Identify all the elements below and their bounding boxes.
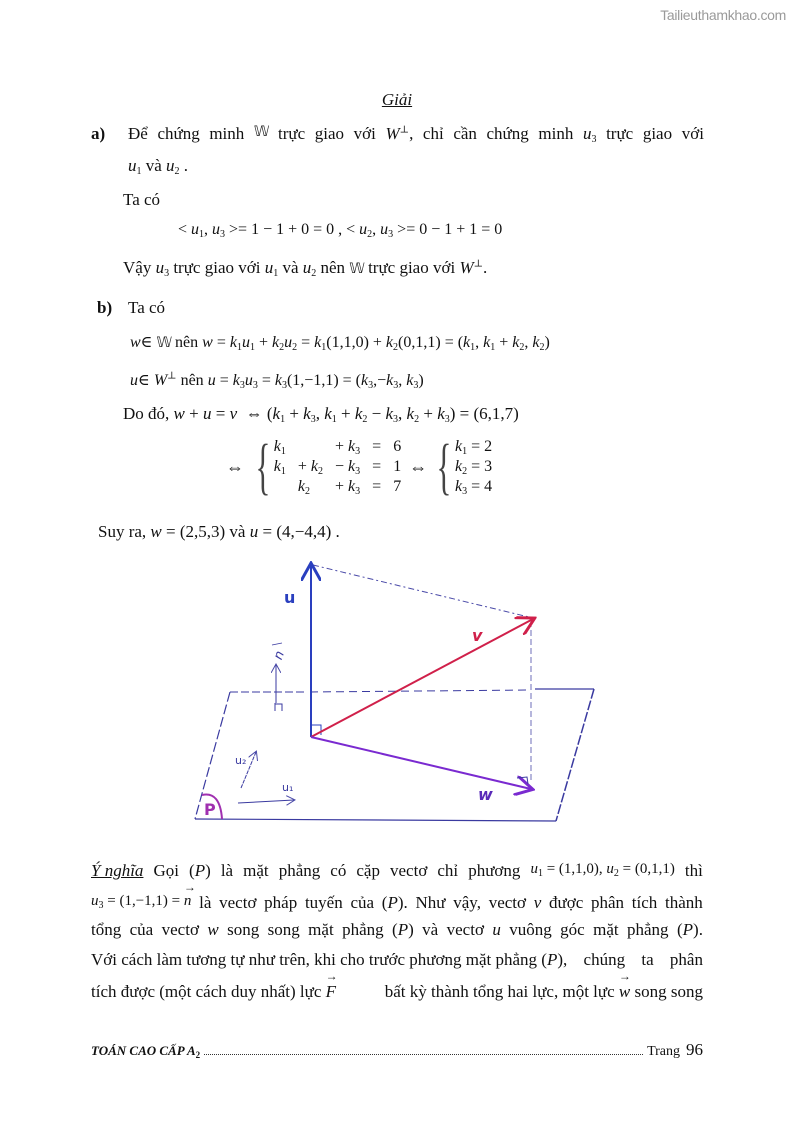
meaning-line3: tổng của vectơ w song song mặt phẳng (P) và vectơ u vuông góc mặt phẳng (P). bbox=[91, 920, 703, 939]
label-u: u bbox=[284, 588, 296, 607]
part-a-line2: $u_1$ và $u_2$ . bbox=[128, 156, 189, 177]
watermark: Tailieuthamkhao.com bbox=[660, 7, 786, 23]
meaning-line5: tích được (một cách duy nhất) lực → F bất kỳ thành tổng hai lực, một lực → w song song bbox=[91, 982, 703, 1002]
meaning-line1: Ý nghĩa Gọi (P) là mặt phẳng có cặp vectơ chỉ phương $u_1 = (1,1,0)$, $u_2 = (0,1,1)$ thì bbox=[91, 861, 703, 880]
part-b-ta-co: Ta có bbox=[128, 298, 166, 317]
vector-decomposition-figure bbox=[190, 555, 610, 835]
f-vector-symbol: → F bbox=[326, 982, 336, 1002]
meaning-line4: Với cách làm tương tự như trên, khi cho trước phương mặt phẳng (P), chúng ta phân bbox=[91, 950, 703, 969]
vector-u1 bbox=[238, 800, 294, 803]
label-u1: u₁ bbox=[282, 781, 294, 794]
part-b-line-do-do: Do đó, w + u = v ⇔ ($k_1 + k_3$, $k_1 + k_2 - k_3$, $k_2 + k_3) = (6,1,7)$ bbox=[123, 404, 519, 425]
footer-page-label: Trang bbox=[647, 1044, 680, 1059]
part-a-equation: < $u_1$, $u_3 >= 1 - 1 + 0 = 0$ , < $u_2$, $u_3 >= 0 - 1 + 1 = 0$ bbox=[178, 221, 503, 240]
footer-page-number: 96 bbox=[686, 1040, 703, 1059]
footer-leader-dots bbox=[204, 1054, 643, 1055]
part-a-ta-co: Ta có bbox=[123, 190, 161, 209]
label-u2: u₂ bbox=[235, 754, 247, 767]
label-n: n bbox=[270, 648, 288, 662]
footer-course-title: TOÁN CAO CẤP $A_2$ bbox=[91, 1043, 201, 1060]
vector-v bbox=[311, 619, 533, 737]
part-a-label: a) bbox=[91, 124, 106, 143]
vector-w bbox=[311, 737, 531, 789]
part-b-line-w: w∈ 𝕎 nên $w = k_1u_1 + k_2u_2 = k_1(1,1,0) + k_2(0,1,1) = (k_1$, $k_1 + k_2$, $k_2$) bbox=[130, 334, 550, 353]
label-plane-p: P bbox=[204, 800, 216, 819]
w-vector-symbol: → w bbox=[619, 982, 630, 1002]
n-vector-symbol: → n bbox=[184, 893, 192, 910]
section-title: Giải bbox=[381, 90, 413, 109]
part-a-line1: Để chứng minh 𝕎 trực giao với W⊥, chỉ cần chứng minh $u_3$ trực giao với bbox=[128, 124, 704, 145]
part-b-result: Suy ra, w = (2,5,3) và u = (4,−4,4) . bbox=[98, 522, 340, 541]
page-footer bbox=[91, 1040, 703, 1060]
label-v: v bbox=[472, 626, 483, 645]
label-w: w bbox=[478, 785, 493, 804]
part-b-label: b) bbox=[97, 298, 113, 317]
part-b-line-u: u∈ W⊥ nên $u = k_3u_3 = k_3(1,-1,1) = (k_3,-k_3$, $k_3$) bbox=[130, 370, 424, 391]
equation-system: ⇔ { $k_1$ + $k_3$ = 6 $k_1$ + $k_2$ − $k_3$ = 1 $k_2$ + $k_3$ = 7 ⇔ { $k_1 = 2$ $k_2 = 3$ $k_3 = 4$ bbox=[226, 433, 493, 501]
meaning-line2: $u_3 = (1,-1,1)$ = → n là vectơ pháp tuyến của (P). Như vậy, vectơ v được phân tích thành bbox=[91, 893, 703, 913]
part-a-conclusion: Vậy $u_3$ trực giao với $u_1$ và $u_2$ nên 𝕎 trực giao với W⊥. bbox=[123, 258, 488, 279]
